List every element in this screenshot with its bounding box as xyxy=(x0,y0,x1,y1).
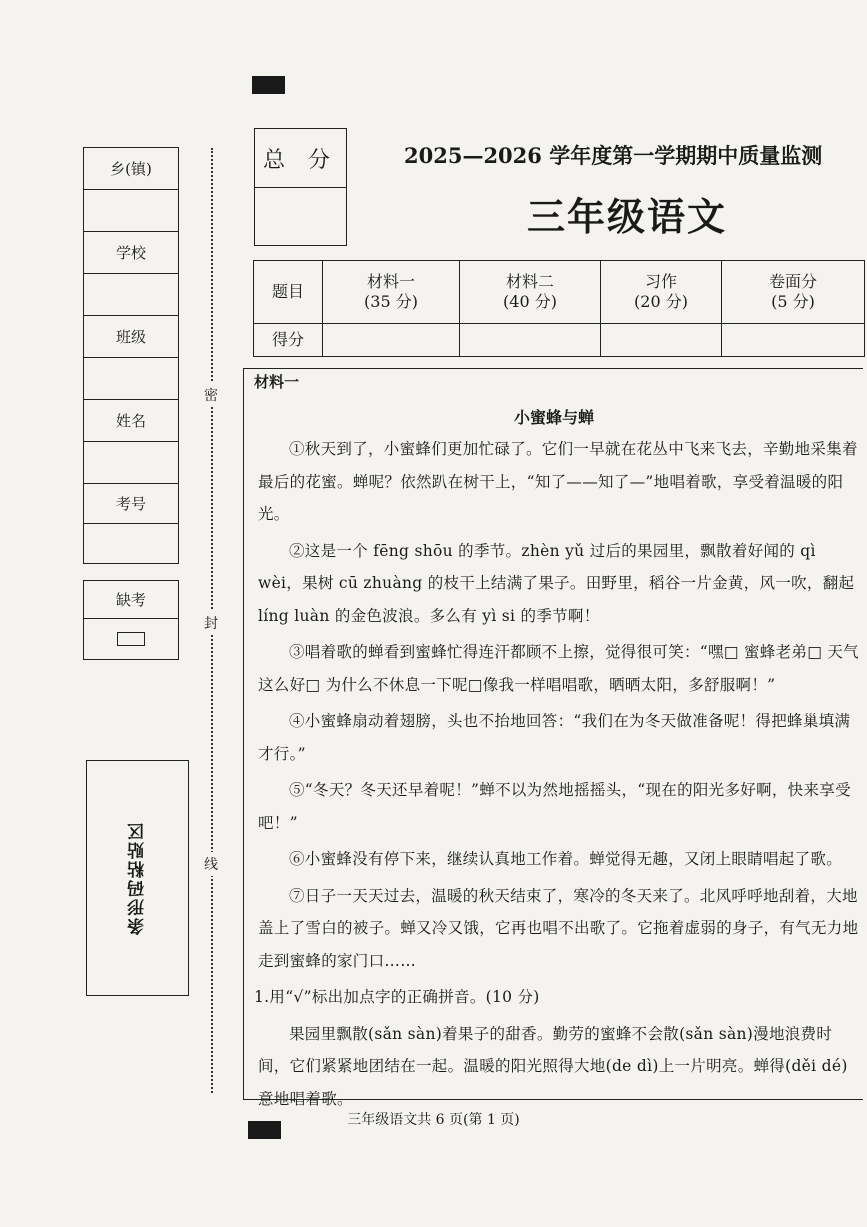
col-points: (20 分) xyxy=(634,292,688,312)
col-name: 材料二 xyxy=(505,272,554,292)
col-material-1 xyxy=(323,261,460,324)
paragraph: ④小蜜蜂扇动着翅膀，头也不抬地回答：“我们在为冬天做准备呢！得把蜂巢填满才行。” xyxy=(258,712,851,763)
registration-mark-top xyxy=(252,76,285,94)
col-name: 习作 xyxy=(644,272,677,292)
score-input-material-1[interactable] xyxy=(323,324,460,357)
question-1-text: 果园里飘散(sǎn sàn)着果子的甜香。勤劳的蜜蜂不会散(sǎn sàn)漫地浪费时间，它们紧紧地团结在一起。温暖的阳光照得大地(de dì)上一片明亮。蝉得(děi dé)意地唱着歌。 xyxy=(258,1024,848,1108)
paragraph: ⑥小蜜蜂没有停下来，继续认真地工作着。蝉觉得无趣，又闭上眼睛唱起了歌。 xyxy=(289,850,843,868)
score-table-header-row xyxy=(254,261,865,324)
paragraph: ①秋天到了，小蜜蜂们更加忙碌了。它们一早就在花丛中飞来飞去，辛勤地采集着最后的花蜜。蝉呢？依然趴在树干上，“知了——知了—”地唱着歌，享受着温暖的阳光。 xyxy=(258,440,858,523)
field-class-input[interactable] xyxy=(84,358,178,400)
field-id-input[interactable] xyxy=(84,524,178,562)
col-material-2 xyxy=(460,261,601,324)
field-name-input[interactable] xyxy=(84,442,178,484)
exam-title: 2025—2026 学年度第一学期期中质量监测 xyxy=(404,143,823,168)
col-points: (5 分) xyxy=(771,292,815,312)
field-school-label: 学校 xyxy=(84,232,178,274)
col-points: (40 分) xyxy=(503,292,557,312)
col-name: 卷面分 xyxy=(768,272,817,292)
seal-char-mi: 密 xyxy=(204,383,218,407)
col-points: (35 分) xyxy=(364,292,418,312)
field-name-label: 姓名 xyxy=(84,400,178,442)
student-info-box xyxy=(83,147,179,564)
paragraph: ③唱着歌的蝉看到蜜蜂忙得连汗都顾不上擦，觉得很可笑：“嘿□ 蜜蜂老弟□ 天气这么好□ 为什么不休息一下呢□像我一样唱唱歌，晒晒太阳，多舒服啊！” xyxy=(258,643,859,694)
score-table-score-row xyxy=(254,324,865,357)
page-footer: 三年级语文共 6 页(第 1 页) xyxy=(347,1112,520,1128)
absent-checkbox[interactable] xyxy=(117,632,145,646)
total-score-input[interactable] xyxy=(255,188,346,246)
absent-label: 缺考 xyxy=(84,581,178,619)
field-school-input[interactable] xyxy=(84,274,178,316)
paragraph: ⑦日子一天天过去，温暖的秋天结束了，寒冷的冬天来了。北风呼呼地刮着，大地盖上了雪白的被子。蝉又冷又饿，它再也唱不出歌了。它拖着虚弱的身子，有气无力地走到蜜蜂的家门口…… xyxy=(258,886,859,970)
col-name: 材料一 xyxy=(366,272,415,292)
field-township-input[interactable] xyxy=(84,190,178,232)
total-score-label: 总 分 xyxy=(255,129,346,188)
grade-title: 三年级语文 xyxy=(527,194,728,239)
row-label-score: 得分 xyxy=(254,324,323,357)
seal-char-feng: 封 xyxy=(204,611,218,635)
absent-box xyxy=(83,580,179,660)
story-body xyxy=(254,433,860,1119)
score-input-neatness[interactable] xyxy=(722,324,865,357)
barcode-area xyxy=(86,760,189,996)
question-1-title: 1.用“√”标出加点字的正确拼音。(10 分) xyxy=(254,988,540,1006)
story-title: 小蜜蜂与蝉 xyxy=(513,408,594,427)
material-label: 材料一 xyxy=(254,373,300,391)
col-neatness xyxy=(722,261,865,324)
barcode-label: 条形码粘贴区 xyxy=(128,821,148,935)
absent-checkbox-cell xyxy=(84,619,178,658)
seal-char-xian: 线 xyxy=(204,852,218,876)
score-input-material-2[interactable] xyxy=(460,324,601,357)
row-label-topic: 题目 xyxy=(254,261,323,324)
field-class-label: 班级 xyxy=(84,316,178,358)
field-township-label: 乡(镇) xyxy=(84,148,178,190)
col-composition xyxy=(601,261,722,324)
paragraph: ⑤“冬天？冬天还早着呢！”蝉不以为然地摇摇头，“现在的阳光多好啊，快来享受吧！” xyxy=(258,781,851,832)
score-table xyxy=(253,260,865,357)
field-id-label: 考号 xyxy=(84,484,178,524)
total-score-box xyxy=(254,128,347,246)
material-section xyxy=(243,368,863,1108)
paragraph: ②这是一个 fēng shōu 的季节。zhèn yǔ 过后的果园里，飘散着好闻的 qì wèi，果树 cū zhuàng 的枝干上结满了果子。田野里，稻谷一片金黄，风一吹，翻起 líng luàn 的金色波浪。多么有 yì si 的季节啊！ xyxy=(258,541,855,625)
score-input-composition[interactable] xyxy=(601,324,722,357)
